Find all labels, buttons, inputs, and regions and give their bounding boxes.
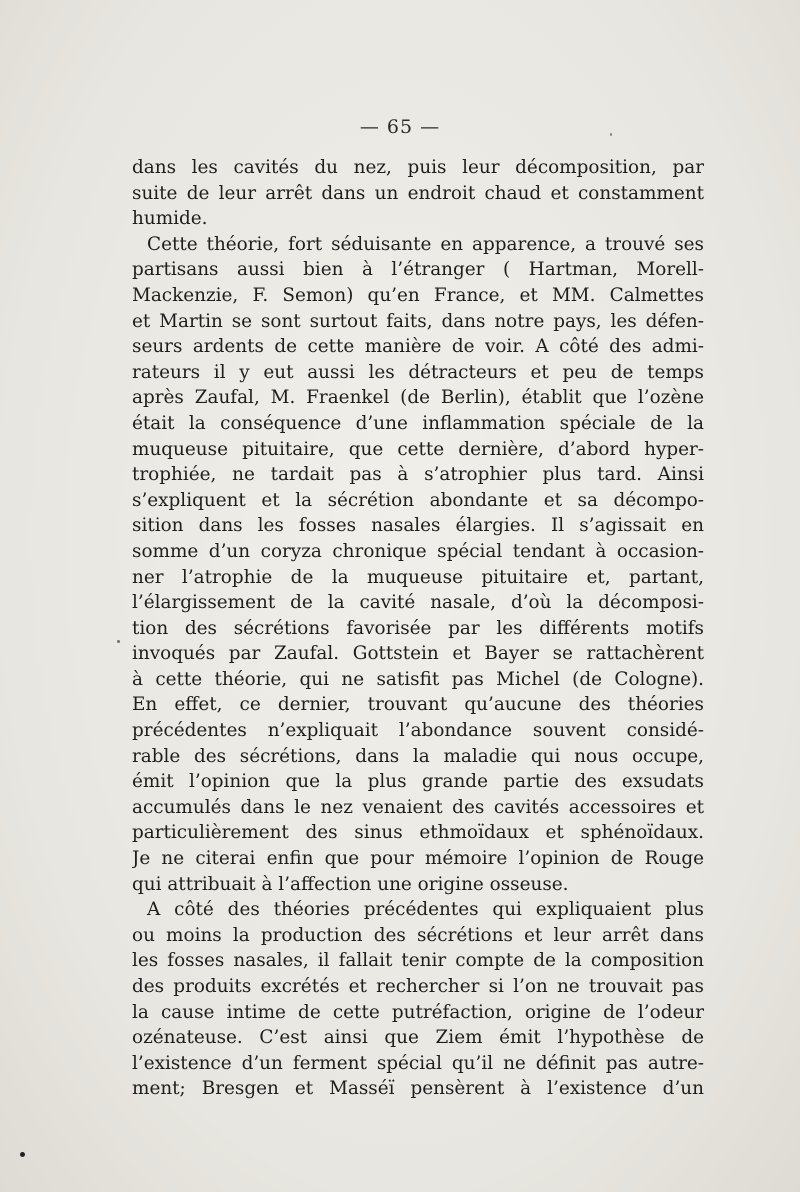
text-line: En effet, ce dernier, trouvant qu’aucune des théories xyxy=(132,694,704,716)
print-speck xyxy=(20,1152,25,1157)
body-text xyxy=(132,155,704,1102)
text-line: ner l’atrophie de la muqueuse pituitaire et, partant, xyxy=(132,566,704,588)
text-line: partisans aussi bien à l’étranger ( Hartman, Morell- xyxy=(132,259,704,281)
text-line: qui attribuait à l’affection une origine osseuse. xyxy=(132,873,569,895)
text-line: sition dans les fosses nasales élargies. Il s’agissait en xyxy=(132,515,704,537)
text-line: seurs ardents de cette manière de voir. A côté des admi- xyxy=(132,336,704,358)
text-line: ment; Bresgen et Masséï pensèrent à l’existence d’un xyxy=(132,1078,704,1100)
text-line: Cette théorie, fort séduisante en apparence, a trouvé ses xyxy=(147,233,704,255)
text-line: à cette théorie, qui ne satisfit pas Michel (de Cologne). xyxy=(132,668,704,690)
text-line: émit l’opinion que la plus grande partie des exsudats xyxy=(132,771,704,793)
text-line: particulièrement des sinus ethmoïdaux et sphénoïdaux. xyxy=(132,822,704,844)
text-line: précédentes n’expliquait l’abondance souvent considé- xyxy=(132,720,704,742)
page-number: — 65 — xyxy=(359,116,441,138)
text-line: trophiée, ne tardait pas à s’atrophier plus tard. Ainsi xyxy=(132,464,704,486)
text-line: l’existence d’un ferment spécial qu’il ne définit pas autre- xyxy=(132,1052,704,1074)
print-speck xyxy=(117,640,120,643)
text-line: muqueuse pituitaire, que cette dernière, d’abord hyper- xyxy=(132,438,704,460)
print-speck xyxy=(610,133,612,136)
text-line: invoqués par Zaufal. Gottstein et Bayer se rattachèrent xyxy=(132,643,704,665)
text-line: ou moins la production des sécrétions et leur arrêt dans xyxy=(132,924,704,946)
text-line: était la conséquence d’une inflammation spéciale de la xyxy=(132,412,704,434)
text-line: dans les cavités du nez, puis leur décomposition, par xyxy=(132,157,704,178)
text-line: après Zaufal, M. Fraenkel (de Berlin), établit que l’ozène xyxy=(132,387,704,409)
text-line: les fosses nasales, il fallait tenir compte de la composition xyxy=(132,950,704,972)
text-line: accumulés dans le nez venaient des cavités accessoires et xyxy=(132,796,704,818)
text-line: la cause intime de cette putréfaction, origine de l’odeur xyxy=(132,1001,704,1023)
text-line: Mackenzie, F. Semon) qu’en France, et MM. Calmettes xyxy=(132,284,704,306)
text-line: rable des sécrétions, dans la maladie qui nous occupe, xyxy=(132,745,704,767)
text-line: l’élargissement de la cavité nasale, d’où la décomposi- xyxy=(132,592,704,614)
text-line: rateurs il y eut aussi les détracteurs et peu de temps xyxy=(132,361,704,383)
text-line: Je ne citerai enfin que pour mémoire l’opinion de Rouge xyxy=(132,848,704,870)
text-line: humide. xyxy=(132,208,208,230)
text-line: A côté des théories précédentes qui expliquaient plus xyxy=(147,899,704,921)
text-line: suite de leur arrêt dans un endroit chaud et constamment xyxy=(132,182,704,204)
text-line: ozénateuse. C’est ainsi que Ziem émit l’hypothèse de xyxy=(132,1027,704,1049)
text-line: somme d’un coryza chronique spécial tendant à occasion- xyxy=(132,540,704,562)
text-line: tion des sécrétions favorisée par les différents motifs xyxy=(132,617,704,639)
text-line: et Martin se sont surtout faits, dans notre pays, les défen- xyxy=(132,310,704,332)
text-line: s’expliquent et la sécrétion abondante et sa décompo- xyxy=(132,489,704,511)
text-line: des produits excrétés et rechercher si l’on ne trouvait pas xyxy=(132,976,704,997)
